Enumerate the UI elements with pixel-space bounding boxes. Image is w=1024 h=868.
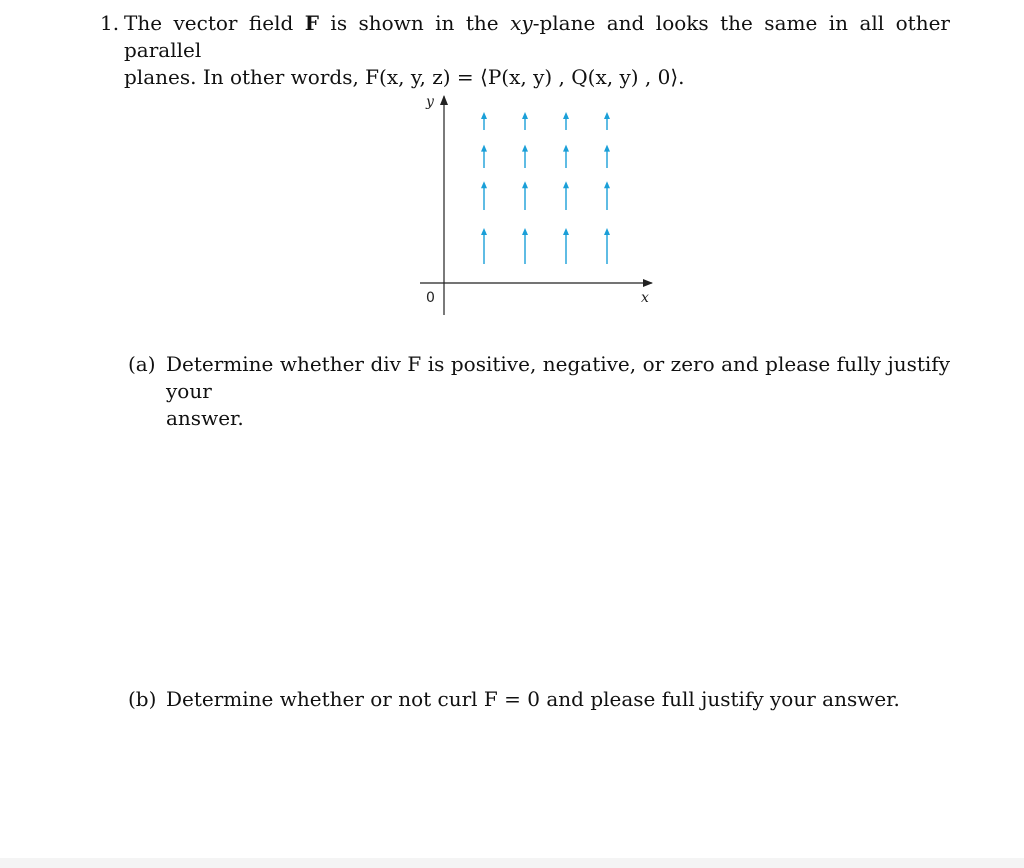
field-arrows [481, 112, 610, 264]
part-a-label: (a) [128, 352, 156, 376]
statement-text: The vector field [124, 11, 305, 35]
problem-number: 1. [100, 11, 120, 35]
x-axis-label: x [641, 290, 649, 306]
field-arrow-head [563, 145, 569, 152]
statement-text: is shown in the [318, 11, 511, 35]
vector-field-plot [410, 90, 670, 320]
field-arrow-head [604, 112, 610, 119]
problem-statement-line2: planes. In other words, F(x, y, z) = ⟨P(x, y) , Q(x, y) , 0⟩. [124, 65, 685, 89]
field-arrow-head [481, 181, 487, 188]
field-arrow-head [522, 181, 528, 188]
field-arrow-head [604, 181, 610, 188]
field-arrow-head [563, 181, 569, 188]
statement-text: -plane and looks the same in all other parallel [124, 11, 950, 62]
field-arrow-head [563, 228, 569, 235]
field-arrow-head [522, 112, 528, 119]
part-a [128, 351, 950, 432]
field-arrow-head [481, 145, 487, 152]
field-arrow-head [481, 228, 487, 235]
part-a-line2: answer. [166, 406, 244, 430]
page-bottom-strip [0, 858, 1024, 868]
problem-statement-line1 [124, 10, 950, 64]
field-arrow-head [604, 228, 610, 235]
vector-field-figure [410, 90, 670, 320]
y-axis-label: y [426, 94, 434, 110]
part-b [128, 686, 950, 713]
field-arrow-head [563, 112, 569, 119]
field-arrow-head [604, 145, 610, 152]
field-arrow-head [522, 145, 528, 152]
part-a-line1: Determine whether div F is positive, negative, or zero and please fully justify your [166, 352, 950, 403]
part-b-question: Determine whether or not curl F = 0 and please full justify your answer. [166, 687, 900, 711]
field-arrow-head [481, 112, 487, 119]
part-b-label: (b) [128, 687, 157, 711]
problem-1 [100, 10, 950, 91]
field-arrow-head [522, 228, 528, 235]
problem-statement [124, 10, 950, 91]
vector-field-symbol: F [304, 11, 319, 35]
origin-label: 0 [426, 290, 435, 306]
plane-symbol: xy [510, 11, 533, 35]
part-a-question [166, 351, 950, 432]
